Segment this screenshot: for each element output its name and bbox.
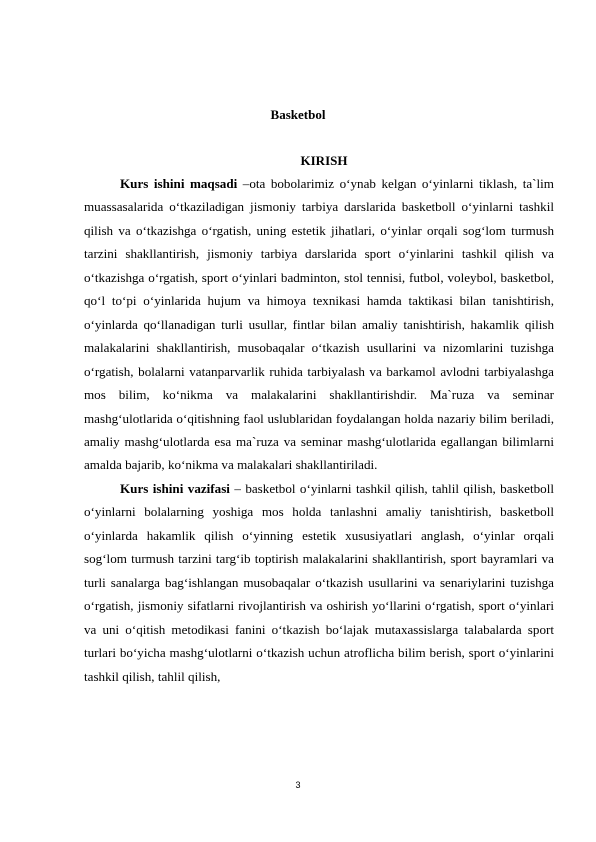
document-title: Basketbol [270,107,326,122]
body-text [84,172,554,688]
paragraph-goal [84,172,554,477]
page-number: 3 [295,780,301,790]
paragraph-tasks-lead: Kurs ishini vazifasi [120,480,230,496]
paragraph-tasks [84,477,554,688]
paragraph-tasks-text: – basketbol o‘yinlarni tashkil qilish, tahlil qilish, basketboll o‘yinlarni bolalarning yoshiga mos holda tanlashni amaliy tanishtirish, basketboll o‘yinlarda hakamlik qilish o‘yinning estetik xususiyatlari anglash, o‘yinlar orqali sog‘lom turmush tarzini targ‘ib toptirish malakalarini shakllantirish, sport bayramlari va turli sanalarga bag‘ishlangan musobaqalar o‘tkazish usullarini va senariylarini tuzishga o‘rgatish, jismoniy sifatlarni rivojlantirish va oshirish yo‘llarini o‘rgatish, sport o‘yinlari va uni o‘qitish metodikasi fanini o‘tkazish bo‘lajak mutaxassislarga talabalarda sport turlari bo‘yicha mashg‘ulotlarni o‘tkazish uchun atroflicha bilim berish, sport o‘yinlarini tashkil qilish, tahlil qilish, [84,480,554,684]
paragraph-goal-lead: Kurs ishini maqsadi [120,176,238,191]
paragraph-goal-text: –ota bobolarimiz o‘ynab kelgan o‘yinlarni tiklash, ta`lim muassasalarida o‘tkaziladigan jismoniy tarbiya darslarida basketboll o‘yinlarni tashkil qilish va o‘tkazishga o‘rgatish, uning estetik jihatlari, o‘yinlar orqali sog‘lom turmush tarzini shakllantirish, jismoniy tarbiya darslarida sport o‘yinlarini tashkil qilish va o‘tkazishga o‘rgatish, sport o‘yinlari badminton, stol tennisi, futbol, voleybol, basketbol, qo‘l to‘pi o‘yinlarida hujum va himoya texnikasi hamda taktikasi bilan tanishtirish, o‘yinlarda qo‘llanadigan turli usullar, fintlar bilan amaliy tanishtirish, hakamlik qilish malakalarini shakllantirish, musobaqalar o‘tkazish usullarini va nizomlarini tuzishga o‘rgatish, bolalarni vatanparvarlik ruhida tarbiyalash va barkamol avlodni tarbiyalashga mos bilim, ko‘nikma va malakalarini shakllantirishdir. Ma`ruza va seminar mashg‘ulotlarida o‘qitishning faol uslublaridan foydalangan holda nazariy bilim beriladi, amaliy mashg‘ulotlarda esa ma`ruza va seminar mashg‘ulotlarida egallangan bilimlarni amalda bajarib, ko‘nikma va malakalari shakllantiriladi. [84,176,554,473]
section-title: KIRISH [300,153,348,168]
